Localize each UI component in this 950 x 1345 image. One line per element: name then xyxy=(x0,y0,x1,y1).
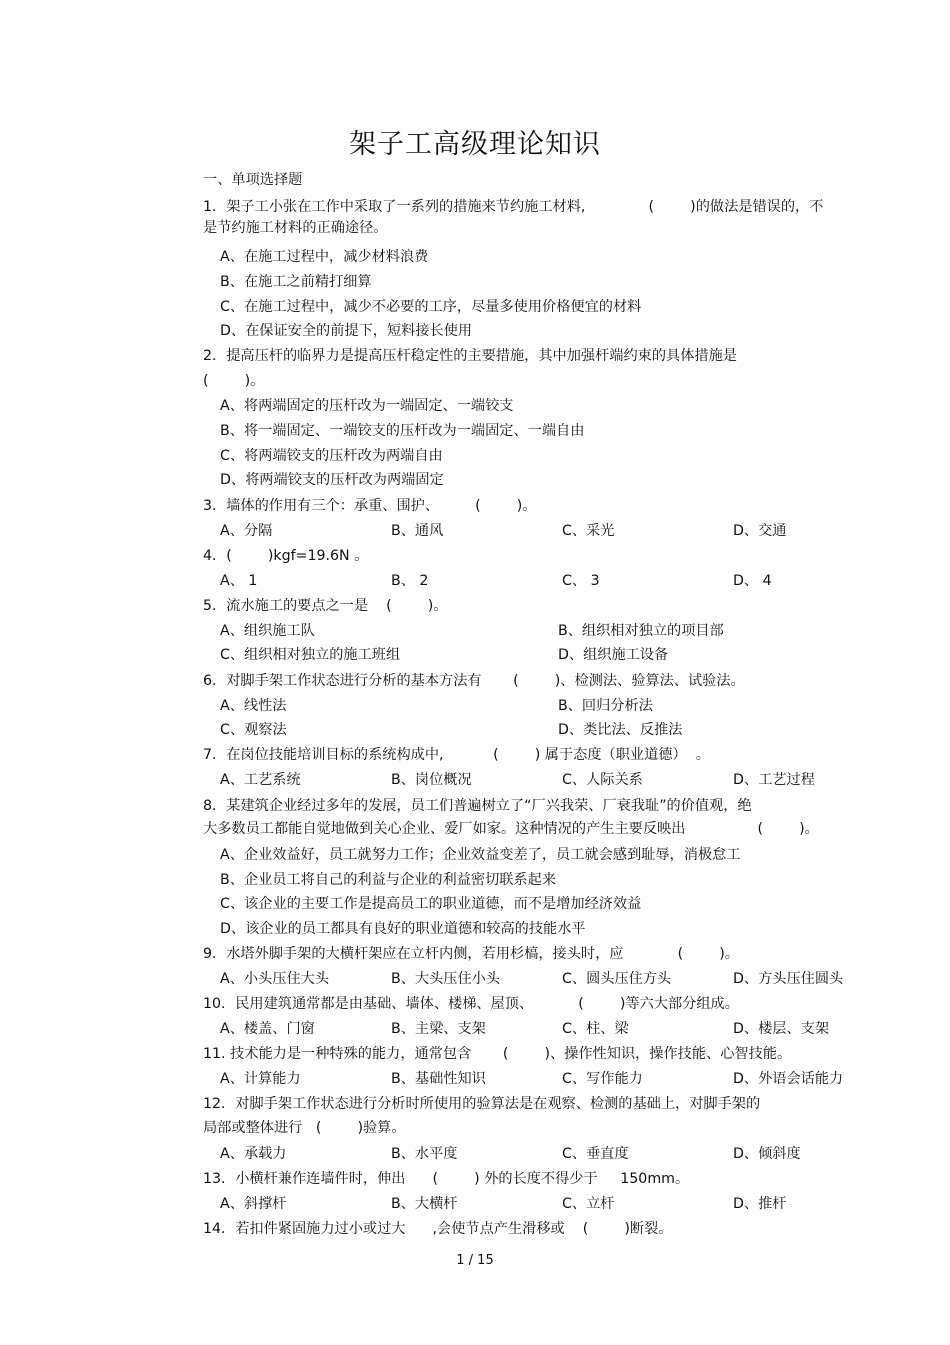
q13-option-a: A、斜撑杆 xyxy=(220,1196,287,1212)
q2-option-c: C、将两端铰支的压杆改为两端自由 xyxy=(220,448,443,464)
q7-option-a: A、工艺系统 xyxy=(220,772,301,788)
q8-option-b: B、企业员工将自己的利益与企业的利益密切联系起来 xyxy=(220,872,557,888)
q11-option-a: A、计算能力 xyxy=(220,1071,301,1087)
q4-option-d: D、 4 xyxy=(733,573,772,589)
section-heading: 一、单项选择题 xyxy=(203,172,303,188)
question-1-line-1: 1．架子工小张在工作中采取了一系列的措施来节约施工材料, ( )的做法是错误的，不 xyxy=(203,199,824,215)
q12-option-b: B、水平度 xyxy=(391,1146,458,1162)
q11-option-b: B、基础性知识 xyxy=(391,1071,486,1087)
question-8-line-2: 大多数员工都能自觉地做到关心企业、爱厂如家。这种情况的产生主要反映出 ( )。 xyxy=(203,821,819,837)
q5-option-c: C、组织相对独立的施工班组 xyxy=(220,647,401,663)
q5-option-a: A、组织施工队 xyxy=(220,623,315,639)
q12-option-d: D、倾斜度 xyxy=(733,1146,801,1162)
q6-option-a: A、线性法 xyxy=(220,698,287,714)
q8-option-c: C、该企业的主要工作是提高员工的职业道德，而不是增加经济效益 xyxy=(220,896,642,912)
q11-option-d: D、外语会话能力 xyxy=(733,1071,844,1087)
question-8-line-1: 8．某建筑企业经过多年的发展，员工们普遍树立了“厂兴我荣、厂衰我耻”的价值观，绝 xyxy=(203,798,752,814)
q9-option-d: D、方头压住圆头 xyxy=(733,971,844,987)
q7-option-b: B、岗位概况 xyxy=(391,772,472,788)
question-3: 3．墙体的作用有三个：承重、围护、 ( )。 xyxy=(203,498,537,514)
q2-option-d: D、将两端铰支的压杆改为两端固定 xyxy=(220,472,444,488)
question-4: 4．( )kgf=19.6N 。 xyxy=(203,548,369,564)
q8-option-a: A、企业效益好，员工就努力工作；企业效益变差了，员工就会感到耻辱，消极怠工 xyxy=(220,847,741,863)
q10-option-b: B、主梁、支架 xyxy=(391,1021,486,1037)
q9-option-c: C、圆头压住方头 xyxy=(562,971,672,987)
page-number: 1 / 15 xyxy=(456,1253,494,1268)
q7-option-c: C、人际关系 xyxy=(562,772,643,788)
q6-option-d: D、类比法、反推法 xyxy=(558,722,683,738)
q3-option-d: D、交通 xyxy=(733,523,787,539)
q7-option-d: D、工艺过程 xyxy=(733,772,815,788)
q11-option-c: C、写作能力 xyxy=(562,1071,643,1087)
q10-option-a: A、楼盖、门窗 xyxy=(220,1021,315,1037)
question-13: 13．小横杆兼作连墙件时，伸出 ( ) 外的长度不得少于 150mm。 xyxy=(203,1171,690,1187)
q12-option-a: A、承载力 xyxy=(220,1146,287,1162)
question-5: 5．流水施工的要点之一是 ( )。 xyxy=(203,598,448,614)
question-1-line-2: 是节约施工材料的正确途径。 xyxy=(203,220,388,236)
q4-option-b: B、 2 xyxy=(391,573,429,589)
q13-option-b: B、大横杆 xyxy=(391,1196,458,1212)
question-9: 9．水塔外脚手架的大横杆架应在立杆内侧，若用杉槁，接头时，应 ( )。 xyxy=(203,946,739,962)
q13-option-c: C、立杆 xyxy=(562,1196,615,1212)
question-2-line-1: 2．提高压杆的临界力是提高压杆稳定性的主要措施，其中加强杆端约束的具体措施是 xyxy=(203,348,737,364)
q4-option-a: A、 1 xyxy=(220,573,258,589)
document-title: 架子工高级理论知识 xyxy=(349,129,601,160)
question-12-line-2: 局部或整体进行 ( )验算。 xyxy=(203,1120,406,1136)
q8-option-d: D、该企业的员工都具有良好的职业道德和较高的技能水平 xyxy=(220,921,586,937)
q3-option-a: A、分隔 xyxy=(220,523,273,539)
question-12-line-1: 12．对脚手架工作状态进行分析时所使用的验算法是在观察、检测的基础上，对脚手架的 xyxy=(203,1096,761,1112)
q4-option-c: C、 3 xyxy=(562,573,600,589)
q12-option-c: C、垂直度 xyxy=(562,1146,629,1162)
q2-option-b: B、将一端固定、一端铰支的压杆改为一端固定、一端自由 xyxy=(220,423,585,439)
q1-option-b: B、在施工之前精打细算 xyxy=(220,274,372,290)
q1-option-d: D、在保证安全的前提下，短料接长使用 xyxy=(220,323,473,339)
q6-option-b: B、回归分析法 xyxy=(558,698,653,714)
q10-option-c: C、柱、梁 xyxy=(562,1021,629,1037)
q3-option-b: B、通风 xyxy=(391,523,444,539)
q1-option-a: A、在施工过程中，减少材料浪费 xyxy=(220,249,429,265)
q5-option-b: B、组织相对独立的项目部 xyxy=(558,623,724,639)
q9-option-b: B、大头压住小头 xyxy=(391,971,501,987)
question-10: 10．民用建筑通常都是由基础、墙体、楼梯、屋顶、 ( )等六大部分组成。 xyxy=(203,996,739,1012)
q1-option-c: C、在施工过程中，减少不必要的工序，尽量多使用价格便宜的材料 xyxy=(220,299,642,315)
question-14: 14．若扣件紧固施力过小或过大 ,会使节点产生滑移或 ( )断裂。 xyxy=(203,1221,673,1237)
q2-option-a: A、将两端固定的压杆改为一端固定、一端铰支 xyxy=(220,398,514,414)
question-11: 11. 技术能力是一种特殊的能力，通常包含 ( )、操作性知识，操作技能、心智技能。 xyxy=(203,1046,792,1062)
q10-option-d: D、楼层、支架 xyxy=(733,1021,830,1037)
q5-option-d: D、组织施工设备 xyxy=(558,647,669,663)
question-6: 6．对脚手架工作状态进行分析的基本方法有 ( )、检测法、验算法、试验法。 xyxy=(203,673,745,689)
question-2-line-2: ( )。 xyxy=(203,373,265,389)
q13-option-d: D、推杆 xyxy=(733,1196,787,1212)
q9-option-a: A、小头压住大头 xyxy=(220,971,330,987)
q3-option-c: C、采光 xyxy=(562,523,615,539)
question-7: 7．在岗位技能培训目标的系统构成中, ( ) 属于态度（职业道德） 。 xyxy=(203,747,710,763)
q6-option-c: C、观察法 xyxy=(220,722,287,738)
